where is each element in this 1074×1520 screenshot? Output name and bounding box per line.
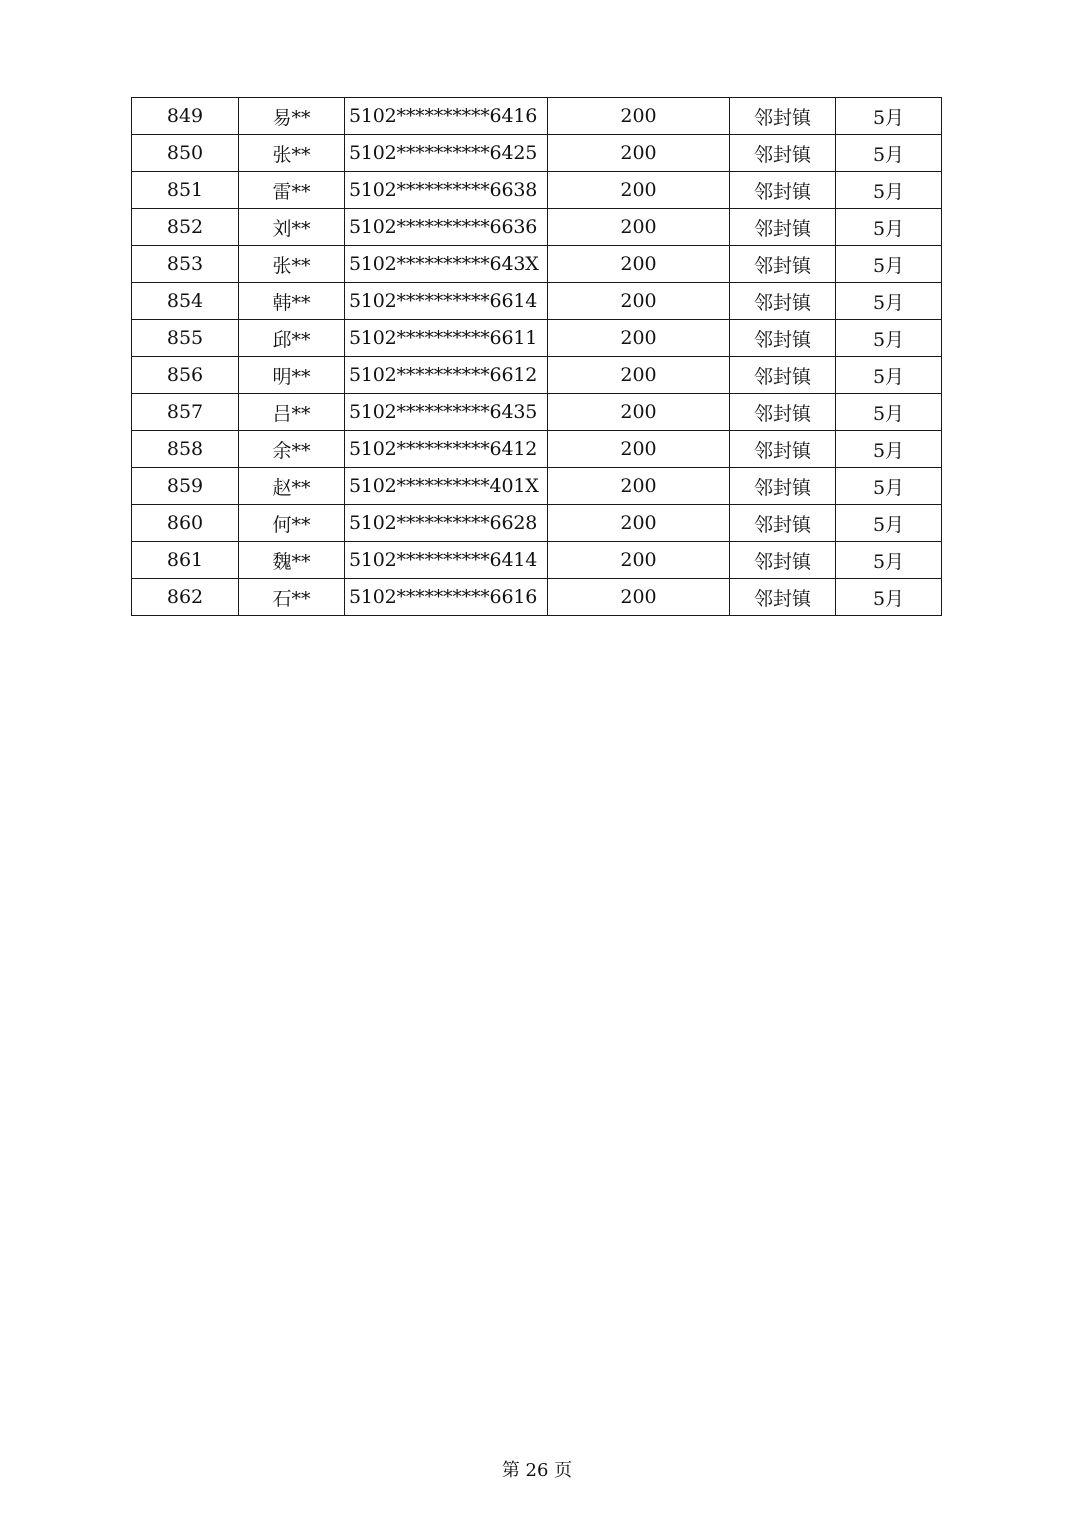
town-cell: 邻封镇: [730, 98, 836, 135]
town-cell: 邻封镇: [730, 431, 836, 468]
name-cell: 邱**: [239, 320, 345, 357]
table-row: [132, 394, 942, 431]
name-cell: 雷**: [239, 172, 345, 209]
row-number-cell: 852: [132, 209, 239, 246]
month-cell: 5月: [836, 505, 942, 542]
row-number-cell: 856: [132, 357, 239, 394]
table-body: [132, 98, 942, 616]
name-cell: 明**: [239, 357, 345, 394]
id-number-cell: 5102**********6638: [345, 172, 548, 209]
month-cell: 5月: [836, 542, 942, 579]
month-cell: 5月: [836, 135, 942, 172]
name-cell: 吕**: [239, 394, 345, 431]
table-row: [132, 283, 942, 320]
table-row: [132, 468, 942, 505]
name-cell: 张**: [239, 135, 345, 172]
row-number-cell: 854: [132, 283, 239, 320]
name-cell: 何**: [239, 505, 345, 542]
row-number-cell: 862: [132, 579, 239, 616]
row-number-cell: 861: [132, 542, 239, 579]
town-cell: 邻封镇: [730, 246, 836, 283]
id-number-cell: 5102**********643X: [345, 246, 548, 283]
id-number-cell: 5102**********401X: [345, 468, 548, 505]
month-cell: 5月: [836, 357, 942, 394]
town-cell: 邻封镇: [730, 579, 836, 616]
town-cell: 邻封镇: [730, 468, 836, 505]
month-cell: 5月: [836, 172, 942, 209]
amount-cell: 200: [548, 468, 730, 505]
table-row: [132, 320, 942, 357]
town-cell: 邻封镇: [730, 283, 836, 320]
subsidy-table: [131, 97, 942, 616]
row-number-cell: 853: [132, 246, 239, 283]
id-number-cell: 5102**********6414: [345, 542, 548, 579]
amount-cell: 200: [548, 357, 730, 394]
id-number-cell: 5102**********6628: [345, 505, 548, 542]
row-number-cell: 855: [132, 320, 239, 357]
month-cell: 5月: [836, 468, 942, 505]
amount-cell: 200: [548, 579, 730, 616]
id-number-cell: 5102**********6611: [345, 320, 548, 357]
month-cell: 5月: [836, 98, 942, 135]
row-number-cell: 858: [132, 431, 239, 468]
row-number-cell: 859: [132, 468, 239, 505]
amount-cell: 200: [548, 431, 730, 468]
id-number-cell: 5102**********6416: [345, 98, 548, 135]
row-number-cell: 850: [132, 135, 239, 172]
id-number-cell: 5102**********6425: [345, 135, 548, 172]
table-row: [132, 579, 942, 616]
month-cell: 5月: [836, 209, 942, 246]
row-number-cell: 851: [132, 172, 239, 209]
town-cell: 邻封镇: [730, 505, 836, 542]
table-row: [132, 172, 942, 209]
amount-cell: 200: [548, 246, 730, 283]
month-cell: 5月: [836, 579, 942, 616]
town-cell: 邻封镇: [730, 172, 836, 209]
amount-cell: 200: [548, 135, 730, 172]
month-cell: 5月: [836, 320, 942, 357]
month-cell: 5月: [836, 283, 942, 320]
amount-cell: 200: [548, 283, 730, 320]
amount-cell: 200: [548, 320, 730, 357]
name-cell: 刘**: [239, 209, 345, 246]
table-row: [132, 246, 942, 283]
table-row: [132, 98, 942, 135]
row-number-cell: 849: [132, 98, 239, 135]
amount-cell: 200: [548, 505, 730, 542]
table-row: [132, 209, 942, 246]
amount-cell: 200: [548, 394, 730, 431]
name-cell: 石**: [239, 579, 345, 616]
amount-cell: 200: [548, 542, 730, 579]
town-cell: 邻封镇: [730, 135, 836, 172]
month-cell: 5月: [836, 394, 942, 431]
name-cell: 易**: [239, 98, 345, 135]
month-cell: 5月: [836, 246, 942, 283]
table-row: [132, 357, 942, 394]
id-number-cell: 5102**********6616: [345, 579, 548, 616]
town-cell: 邻封镇: [730, 209, 836, 246]
table-row: [132, 431, 942, 468]
row-number-cell: 857: [132, 394, 239, 431]
id-number-cell: 5102**********6614: [345, 283, 548, 320]
id-number-cell: 5102**********6412: [345, 431, 548, 468]
month-cell: 5月: [836, 431, 942, 468]
id-number-cell: 5102**********6435: [345, 394, 548, 431]
town-cell: 邻封镇: [730, 394, 836, 431]
name-cell: 余**: [239, 431, 345, 468]
town-cell: 邻封镇: [730, 320, 836, 357]
town-cell: 邻封镇: [730, 542, 836, 579]
id-number-cell: 5102**********6636: [345, 209, 548, 246]
row-number-cell: 860: [132, 505, 239, 542]
table-row: [132, 505, 942, 542]
town-cell: 邻封镇: [730, 357, 836, 394]
page-number: 第 26 页: [501, 1460, 573, 1481]
table-row: [132, 542, 942, 579]
name-cell: 张**: [239, 246, 345, 283]
name-cell: 韩**: [239, 283, 345, 320]
amount-cell: 200: [548, 172, 730, 209]
id-number-cell: 5102**********6612: [345, 357, 548, 394]
name-cell: 魏**: [239, 542, 345, 579]
name-cell: 赵**: [239, 468, 345, 505]
table-row: [132, 135, 942, 172]
amount-cell: 200: [548, 209, 730, 246]
amount-cell: 200: [548, 98, 730, 135]
